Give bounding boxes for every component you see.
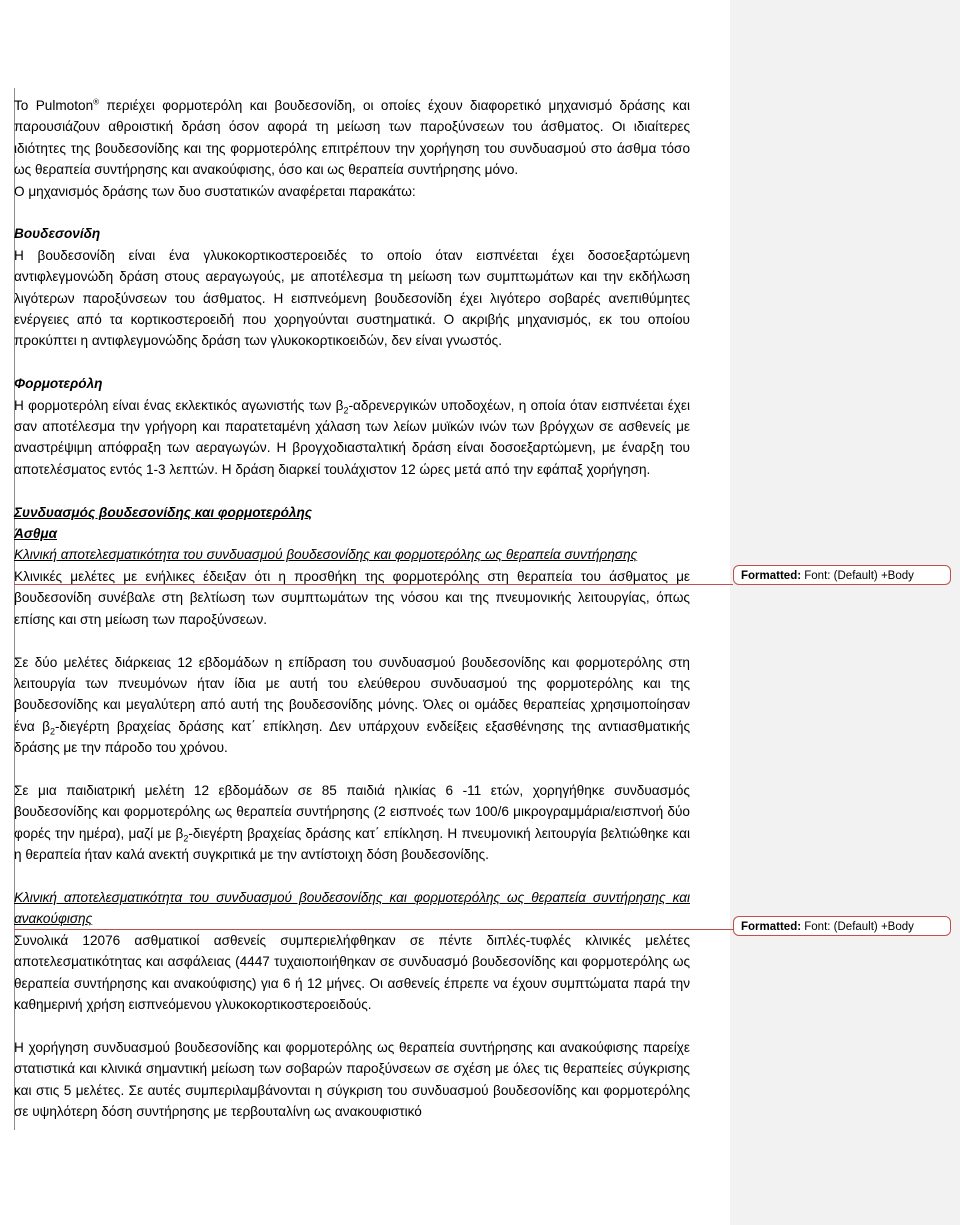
budesonide-paragraph: Η βουδεσονίδη είναι ένα γλυκοκορτικοστεροειδές το οποίο όταν εισπνέεται έχει δοσοεξαρτώμενη αντιφλεγμονώδη δράση στους αεραγωγούς, με αποτέλεσμα τη μείωση των συμπτωμάτων και την εκδήλωση λιγότερων παροξύνσεων του άσθματος. Η εισπνεόμενη βουδεσονίδη έχει λιγότερο σοβαρές ανεπιθύμητες ενέργειες από τα κορτικοστεροειδή που χορηγούνται συστηματικά. Ο ακριβής μηχανισμός, εκ του οποίου προκύπτει η αντιφλεγμονώδης δράση των γλυκοκορτικοειδών, δεν είναι γνωστός.	[14, 247, 690, 349]
combination-heading: Συνδυασμός βουδεσονίδης και φορμοτερόλης	[14, 504, 312, 520]
intro-paragraph	[14, 95, 690, 181]
markup-pane	[730, 0, 960, 1225]
comment-connector-2	[14, 929, 733, 930]
document-body[interactable]	[14, 95, 690, 1122]
formoterol-heading: Φορμοτερόλη	[14, 376, 103, 392]
format-comment-2[interactable]: Formatted: Font: (Default) +Body	[733, 916, 951, 936]
maintenance-reliever-section-title: Κλινική αποτελεσματικότητα του συνδυασμού βουδεσονίδης και φορμοτερόλης ως θεραπεία συντήρησης και ανακούφισης	[14, 889, 690, 927]
pediatric-study-paragraph: Σε μια παιδιατρική μελέτη 12 εβδομάδων σε 85 παιδιά ηλικίας 6 -11 ετών, χορηγήθηκε συνδυασμός βουδεσονίδης και φορμοτερόλης ως θεραπεία συντήρησης (2 εισπνοές των 100/6 μικρογραμμάρια/εισπνοή δύο φορές την ημέρα), μαζί με $\beta_2$-διεγέρτη βραχείας δράσης κατ΄ επίκληση. Η πνευμονική λειτουργία βελτιώθηκε και η θεραπεία ήταν καλά ανεκτή συγκριτικά με την αντίστοιχη δόση βουδεσονίδης.	[14, 782, 690, 863]
mechanism-intro: Ο μηχανισμός δράσης των δυο συστατικών αναφέρεται παρακάτω:	[14, 183, 416, 199]
maintenance-section-title: Κλινική αποτελεσματικότητα του συνδυασμού βουδεσονίδης και φορμοτερόλης ως θεραπεία συντήρησης	[14, 547, 638, 563]
exacerbation-reduction-paragraph: Η χορήγηση συνδυασμού βουδεσονίδης και φορμοτερόλης ως θεραπεία συντήρησης και ανακούφισης παρείχε στατιστικά και κλινικά σημαντική μείωση των σοβαρών παροξύνσεων σε σχέση με όλες τις θεραπείες σύγκρισης και στις 5 μελέτες. Σε αυτές συμπεριλαμβάνονται η σύγκριση του συνδυασμού βουδεσονίδης και φορμοτερόλης σε υψηλότερη δόση συντήρησης με τερβουταλίνη ως ανακουφιστικό	[14, 1039, 690, 1119]
comment-connector-1	[14, 584, 733, 585]
intro-text: περιέχει φορμοτερόλη και βουδεσονίδη, οι οποίες έχουν διαφορετικό μηχανισμό δράσης και παρουσιάζουν αθροιστική δράση όσον αφορά τη μείωση των παροξύνσεων του άσθματος. Οι ιδιαίτερες ιδιότητες της βουδεσονίδης και της φορμοτερόλης επιτρέπουν την χορήγηση του συνδυασμού στο άσθμα τόσο ως θεραπεία συντήρησης και ανακούφισης, όσο και ως θεραπεία συντήρησης μόνο.	[14, 98, 691, 178]
budesonide-heading: Βουδεσονίδη	[14, 226, 101, 242]
registered-mark: ®	[93, 97, 100, 107]
product-name: Το Pulmoton	[14, 98, 94, 113]
format-comment-1[interactable]: Formatted: Font: (Default) +Body	[733, 565, 951, 585]
adult-studies-paragraph: Κλινικές μελέτες με ενήλικες έδειξαν ότι η προσθήκη της φορμοτερόλης στη θεραπεία του άσθματος με βουδεσονίδη συνέβαλε στη βελτίωση των συμπτωμάτων της νόσου και της πνευμονικής λειτουργίας, όπως επίσης και στη μείωση των παροξύνσεων.	[14, 568, 690, 627]
asthma-subheading: Άσθμα	[14, 526, 58, 542]
twelve-week-studies-paragraph: Σε δύο μελέτες διάρκειας 12 εβδομάδων η επίδραση του συνδυασμού βουδεσονίδης και φορμοτερόλης στη λειτουργία των πνευμόνων ήταν ίδια με αυτή του ελεύθερου συνδυασμού της φορμοτερόλης και της βουδεσονίδης και μεγαλύτερη από αυτή της βουδεσονίδης μόνης. Όλες οι ομάδες θεραπείας χρησιμοποίησαν ένα $\beta_2$-διεγέρτη βραχείας δράσης κατ΄ επίκληση. Δεν υπάρχουν ενδείξεις εξασθένησης της αντιασθματικής δράσης με την πάροδο του χρόνου.	[14, 654, 690, 756]
clinical-trials-paragraph: Συνολικά 12076 ασθματικοί ασθενείς συμπεριελήφθηκαν σε πέντε διπλές-τυφλές κλινικές μελέτες αποτελεσματικότητας και ασφάλειας (4447 τυχαιοποιήθηκαν σε συνδυασμό βουδεσονίδης και φορμοτερόλης ως θεραπεία συντήρησης και ανακούφισης) για 6 ή 12 μήνες. Οι ασθενείς έπρεπε να έχουν συμπτώματα παρά την καθημερινή χρήση εισπνεόμενου γλυκοκορτικοστεροειδούς.	[14, 932, 690, 1012]
formoterol-paragraph: Η φορμοτερόλη είναι ένας εκλεκτικός αγωνιστής των $\beta_2$-αδρενεργικών υποδοχέων, η οποία όταν εισπνέεται έχει σαν αποτέλεσμα την γρήγορη και παρατεταμένη χάλαση των λείων μυϊκών ινών των βρόγχων σε ασθενείς με αναστρέψιμη απόφραξη των αεραγωγών. Η βρογχοδιασταλτική δράση είναι δοσοεξαρτώμενη, με έναρξη του αποτελέσματος εντός 1-3 λεπτών. Η δράση διαρκεί τουλάχιστον 12 ώρες μετά από την εφάπαξ χορήγηση.	[14, 397, 690, 477]
